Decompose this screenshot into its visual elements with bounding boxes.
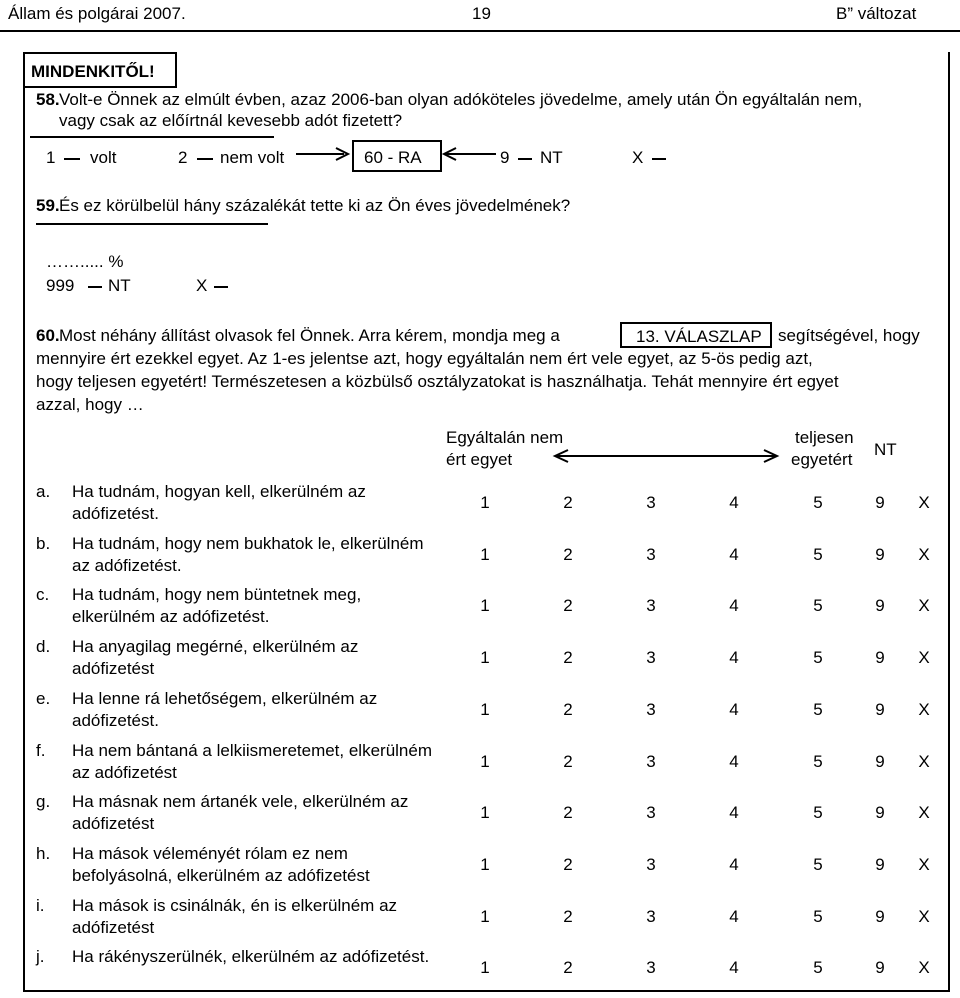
q60-number: 60.	[36, 326, 60, 345]
goto-label: 60 - RA	[364, 148, 422, 167]
q58-opt1-code: 1	[46, 148, 56, 167]
page-number: 19	[472, 4, 491, 23]
scale-option[interactable]: 4	[729, 854, 739, 874]
scale-option[interactable]: 9	[875, 544, 885, 564]
scale-option[interactable]: 2	[563, 699, 573, 719]
scale-option[interactable]: 5	[813, 803, 823, 823]
scale-option[interactable]: 2	[563, 854, 573, 874]
scale-option[interactable]: 9	[875, 803, 885, 823]
scale-option[interactable]: X	[918, 803, 930, 823]
scale-option[interactable]: 1	[480, 544, 490, 564]
scale-option[interactable]: 1	[480, 751, 490, 771]
scale-option[interactable]: 4	[729, 648, 739, 668]
card-label: 13. VÁLASZLAP	[636, 327, 762, 346]
dash-x	[652, 158, 666, 160]
scale-option[interactable]: X	[918, 958, 930, 978]
scale-option[interactable]: 3	[646, 906, 656, 926]
scale-option[interactable]: 5	[813, 699, 823, 719]
scale-option[interactable]: 9	[875, 751, 885, 771]
arrow-right-icon	[296, 146, 356, 170]
scale-option[interactable]: 3	[646, 751, 656, 771]
scale-option[interactable]: 2	[563, 958, 573, 978]
scale-option[interactable]: 2	[563, 906, 573, 926]
double-arrow-icon	[552, 446, 780, 466]
scale-option[interactable]: 9	[875, 958, 885, 978]
q60-line3: hogy teljesen egyetért! Természetesen a közbülső osztályzatokat is használhatja. Tehát mennyire ért egyet	[36, 372, 839, 391]
q59-blank: ……..... %	[46, 252, 124, 271]
scale-option[interactable]: 1	[480, 699, 490, 719]
scale-option[interactable]: 1	[480, 493, 490, 512]
scale-right-1: teljesen	[795, 428, 854, 447]
scale-option[interactable]: 2	[563, 648, 573, 668]
scale-option[interactable]: 1	[480, 803, 490, 823]
scale-nt: NT	[874, 440, 897, 459]
scale-option[interactable]: 5	[813, 751, 823, 771]
list-item	[0, 843, 960, 895]
item-text: Ha tudnám, hogy nem büntetnek meg, elkerülném az adófizetést.	[72, 585, 362, 627]
scale-option[interactable]: 4	[729, 544, 739, 564]
q58-opt2-code: 2	[178, 148, 188, 167]
scale-option[interactable]: 4	[729, 751, 739, 771]
scale-option[interactable]: 2	[563, 803, 573, 823]
q59-number: 59.	[36, 196, 60, 215]
scale-option[interactable]: 5	[813, 544, 823, 564]
scale-left-1: Egyáltalán nem	[446, 428, 564, 447]
arrow-left-icon	[442, 146, 498, 170]
item-text: Ha tudnám, hogyan kell, elkerülném az adófizetést.	[72, 482, 366, 523]
header-right: B” változat	[836, 4, 917, 23]
scale-option[interactable]: X	[918, 699, 930, 719]
item-letter: h.	[36, 843, 51, 863]
scale-option[interactable]: X	[918, 544, 930, 564]
scale-option[interactable]: X	[918, 751, 930, 771]
q58-line1: Volt-e Önnek az elmúlt évben, azaz 2006-ban olyan adóköteles jövedelme, amely után Ön egyáltalán nem,	[59, 90, 863, 109]
q60-line4: azzal, hogy …	[36, 395, 144, 414]
list-item	[0, 895, 960, 947]
scale-option[interactable]: 4	[729, 699, 739, 719]
scale-option[interactable]: 2	[563, 596, 573, 616]
scale-option[interactable]: 3	[646, 648, 656, 668]
item-text: Ha másnak nem ártanék vele, elkerülném az adófizetést	[72, 792, 409, 834]
card-box	[620, 322, 772, 348]
item-text: Ha tudnám, hogy nem bukhatok le, elkerülném az adófizetést.	[72, 533, 424, 575]
scale-option[interactable]: 3	[646, 803, 656, 823]
scale-option[interactable]: 5	[813, 958, 823, 978]
q58-line2: vagy csak az előírtnál kevesebb adót fizetett?	[59, 111, 403, 130]
scale-option[interactable]: 5	[813, 648, 823, 668]
scale-option[interactable]: 2	[563, 544, 573, 564]
q59-text: És ez körülbelül hány százalékát tette ki az Ön éves jövedelmének?	[59, 196, 571, 215]
goto-box	[352, 140, 442, 172]
dash-2	[197, 158, 213, 160]
scale-option[interactable]: 2	[563, 493, 573, 512]
scale-option[interactable]: 4	[729, 493, 739, 512]
scale-option[interactable]: 4	[729, 596, 739, 616]
dash-999	[88, 286, 102, 288]
scale-option[interactable]: 9	[875, 493, 885, 512]
list-item	[0, 688, 960, 740]
scale-option[interactable]: 3	[646, 493, 656, 512]
scale-option[interactable]: 3	[646, 854, 656, 874]
header-left: Állam és polgárai 2007.	[8, 4, 186, 23]
scale-option[interactable]: 3	[646, 699, 656, 719]
q59-x-code: X	[196, 276, 208, 295]
list-item	[0, 740, 960, 792]
q58-opt9-code: 9	[500, 148, 510, 167]
scale-option[interactable]: 1	[480, 596, 490, 616]
item-text: Ha nem bántaná a lelkiismeretemet, elkerülném az adófizetést	[72, 740, 433, 782]
scale-option[interactable]: 9	[875, 648, 885, 668]
scale-option[interactable]: 3	[646, 596, 656, 616]
item-text: Ha mások véleményét rólam ez nem befolyásolná, elkerülném az adófizetést	[72, 843, 370, 885]
list-item	[0, 791, 960, 843]
scale-option[interactable]: 9	[875, 596, 885, 616]
scale-option[interactable]: 3	[646, 544, 656, 564]
q59-nt-label: NT	[108, 276, 131, 295]
q58-number: 58.	[36, 90, 60, 109]
scale-option[interactable]: 1	[480, 648, 490, 668]
scale-option[interactable]: 4	[729, 958, 739, 978]
dash-9	[518, 158, 532, 160]
list-item	[0, 946, 960, 998]
q58-opt2-label: nem volt	[220, 148, 285, 167]
header-rule	[0, 30, 960, 32]
scale-option[interactable]: 1	[480, 906, 490, 926]
scale-option[interactable]: 4	[729, 803, 739, 823]
item-text: Ha lenne rá lehetőségem, elkerülném az adófizetést.	[72, 688, 378, 730]
item-letter: j.	[36, 947, 45, 967]
list-item	[0, 636, 960, 688]
scale-option[interactable]: 5	[813, 596, 823, 616]
scale-option[interactable]: 1	[480, 854, 490, 874]
banner-text: MINDENKITŐL!	[31, 62, 155, 81]
dash-59x	[214, 286, 228, 288]
q60-line1a: Most néhány állítást olvasok fel Önnek. Arra kérem, mondja meg a	[59, 326, 560, 345]
banner-box	[23, 52, 177, 88]
scale-option[interactable]: 9	[875, 906, 885, 926]
item-letter: e.	[36, 688, 51, 708]
item-text: Ha mások is csinálnák, én is elkerülném az adófizetést	[72, 895, 398, 937]
q58-optx-code: X	[632, 148, 644, 167]
q58-opt9-label: NT	[540, 148, 563, 167]
item-letter: b.	[36, 533, 51, 553]
scale-option[interactable]: X	[918, 906, 930, 926]
item-letter: f.	[36, 740, 46, 760]
item-letter: a.	[36, 482, 51, 501]
list-item	[0, 584, 960, 636]
scale-option[interactable]: X	[918, 854, 930, 874]
q59-rule	[36, 223, 268, 225]
scale-option[interactable]: 5	[813, 493, 823, 512]
item-text: Ha anyagilag megérné, elkerülném az adófizetést	[72, 637, 359, 679]
q58-opt1-label: volt	[90, 148, 117, 167]
scale-option[interactable]: X	[918, 648, 930, 668]
scale-option[interactable]: 9	[875, 854, 885, 874]
scale-option[interactable]: 1	[480, 958, 490, 978]
dash-1	[64, 158, 80, 160]
scale-option[interactable]: 5	[813, 854, 823, 874]
item-letter: i.	[36, 895, 45, 915]
scale-option[interactable]: 5	[813, 906, 823, 926]
list-item	[0, 481, 960, 533]
scale-option[interactable]: 9	[875, 699, 885, 719]
item-text: Ha rákényszerülnék, elkerülném az adófizetést.	[72, 947, 430, 967]
scale-left-2: ért egyet	[446, 450, 513, 469]
scale-option[interactable]: X	[918, 493, 930, 512]
scale-option[interactable]: X	[918, 596, 930, 616]
q58-rule	[30, 136, 274, 138]
item-letter: c.	[36, 585, 50, 605]
scale-option[interactable]: 4	[729, 906, 739, 926]
item-letter: g.	[36, 792, 51, 812]
item-letter: d.	[36, 637, 51, 657]
q60-line2: mennyire ért ezekkel egyet. Az 1-es jelentse azt, hogy egyáltalán nem ért vele egyet, az 5-ös pedig azt,	[36, 349, 813, 368]
scale-right-2: egyetért	[791, 450, 853, 469]
scale-option[interactable]: 2	[563, 751, 573, 771]
q59-nt-code: 999	[46, 276, 75, 295]
scale-option[interactable]: 3	[646, 958, 656, 978]
list-item	[0, 533, 960, 585]
q60-line1b: segítségével, hogy	[778, 326, 920, 345]
